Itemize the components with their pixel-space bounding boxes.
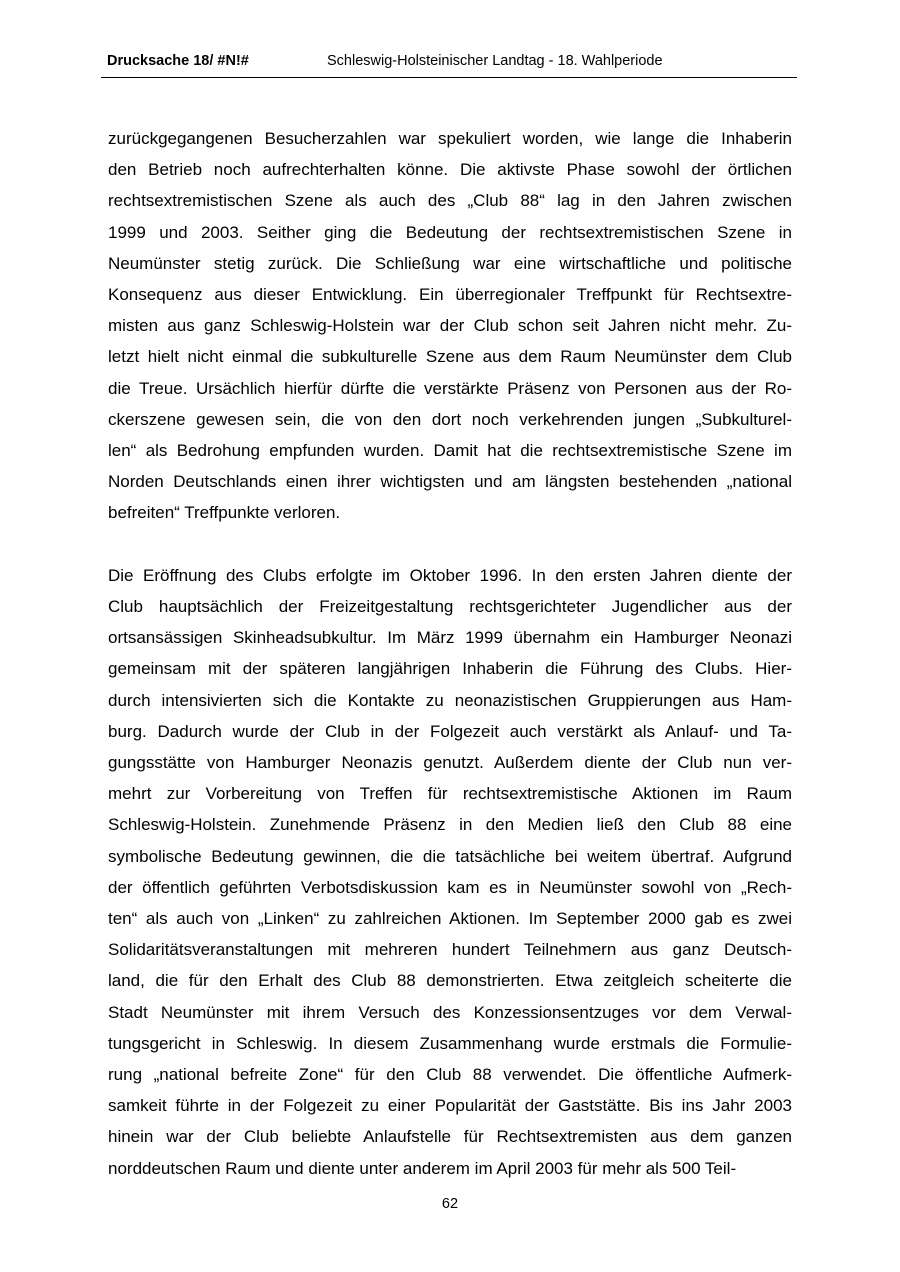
page-header: [101, 51, 797, 78]
document-number: Drucksache 18/ #N!#: [107, 53, 249, 69]
text-line: Schleswig-Holstein. Zunehmende Präsenz in den Medien ließ den Club 88 eine: [108, 815, 792, 835]
paragraph-1: [108, 123, 792, 529]
paragraph-gap: [108, 529, 792, 560]
text-line: ortsansässigen Skinheadsubkultur. Im März 1999 übernahm ein Hamburger Neonazi: [108, 628, 792, 648]
text-line: der öffentlich geführten Verbotsdiskussion kam es in Neumünster sowohl von „Rech-: [108, 877, 792, 897]
text-line: letzt hielt nicht einmal die subkulturelle Szene aus dem Raum Neumünster dem Club: [108, 347, 792, 367]
text-line: den Betrieb noch aufrechterhalten könne. Die aktivste Phase sowohl der örtlichen: [108, 160, 792, 180]
text-line: symbolische Bedeutung gewinnen, die die tatsächliche bei weitem übertraf. Aufgrund: [108, 846, 792, 866]
text-line: rechtsextremistischen Szene als auch des „Club 88“ lag in den Jahren zwischen: [108, 191, 792, 211]
text-line: rung „national befreite Zone“ für den Club 88 verwendet. Die öffentliche Aufmerk-: [108, 1065, 792, 1085]
text-line: Stadt Neumünster mit ihrem Versuch des Konzessionsentzuges vor dem Verwal-: [108, 1002, 792, 1022]
text-line: ckerszene gewesen sein, die von den dort noch verkehrenden jungen „Subkulturel-: [108, 409, 792, 429]
text-line: gungsstätte von Hamburger Neonazis genutzt. Außerdem diente der Club nun ver-: [108, 753, 792, 773]
text-line: Solidaritätsveranstaltungen mit mehreren hundert Teilnehmern aus ganz Deutsch-: [108, 940, 792, 960]
text-line: Norden Deutschlands einen ihrer wichtigsten und am längsten bestehenden „national: [108, 472, 792, 492]
text-line: befreiten“ Treffpunkte verloren.: [108, 503, 341, 523]
text-line: Konsequenz aus dieser Entwicklung. Ein überregionaler Treffpunkt für Rechtsextre-: [108, 285, 792, 305]
header-title: Schleswig-Holsteinischer Landtag - 18. Wahlperiode: [327, 53, 663, 69]
text-line: 1999 und 2003. Seither ging die Bedeutung der rechtsextremistischen Szene in: [108, 222, 792, 242]
text-line: mehrt zur Vorbereitung von Treffen für rechtsextremistische Aktionen im Raum: [108, 784, 792, 804]
text-line: Die Eröffnung des Clubs erfolgte im Oktober 1996. In den ersten Jahren diente der: [108, 565, 792, 585]
text-line: gemeinsam mit der späteren langjährigen Inhaberin die Führung des Clubs. Hier-: [108, 659, 792, 679]
document-body: [108, 123, 792, 1184]
text-line: die Treue. Ursächlich hierfür dürfte die verstärkte Präsenz von Personen aus der Ro-: [108, 378, 792, 398]
text-line: len“ als Bedrohung empfunden wurden. Damit hat die rechtsextremistische Szene im: [108, 441, 792, 461]
text-line: tungsgericht in Schleswig. In diesem Zusammenhang wurde erstmals die Formulie-: [108, 1033, 792, 1053]
text-line: samkeit führte in der Folgezeit zu einer Popularität der Gaststätte. Bis ins Jahr 2003: [108, 1096, 792, 1116]
page-number: 62: [441, 1196, 459, 1212]
text-line: zurückgegangenen Besucherzahlen war spekuliert worden, wie lange die Inhaberin: [108, 129, 792, 148]
paragraph-2: [108, 560, 792, 1184]
text-line: durch intensivierten sich die Kontakte zu neonazistischen Gruppierungen aus Ham-: [108, 690, 792, 710]
text-line: norddeutschen Raum und diente unter anderem im April 2003 für mehr als 500 Teil-: [108, 1158, 737, 1178]
text-line: Club hauptsächlich der Freizeitgestaltung rechtsgerichteter Jugendlicher aus der: [108, 597, 792, 617]
text-line: Neumünster stetig zurück. Die Schließung war eine wirtschaftliche und politische: [108, 253, 792, 273]
text-line: misten aus ganz Schleswig-Holstein war der Club schon seit Jahren nicht mehr. Zu-: [108, 316, 792, 336]
text-line: burg. Dadurch wurde der Club in der Folgezeit auch verstärkt als Anlauf- und Ta-: [108, 721, 792, 741]
text-line: hinein war der Club beliebte Anlaufstelle für Rechtsextremisten aus dem ganzen: [108, 1127, 792, 1147]
text-line: land, die für den Erhalt des Club 88 demonstrierten. Etwa zeitgleich scheiterte die: [108, 971, 792, 991]
text-line: ten“ als auch von „Linken“ zu zahlreichen Aktionen. Im September 2000 gab es zwei: [108, 909, 792, 929]
